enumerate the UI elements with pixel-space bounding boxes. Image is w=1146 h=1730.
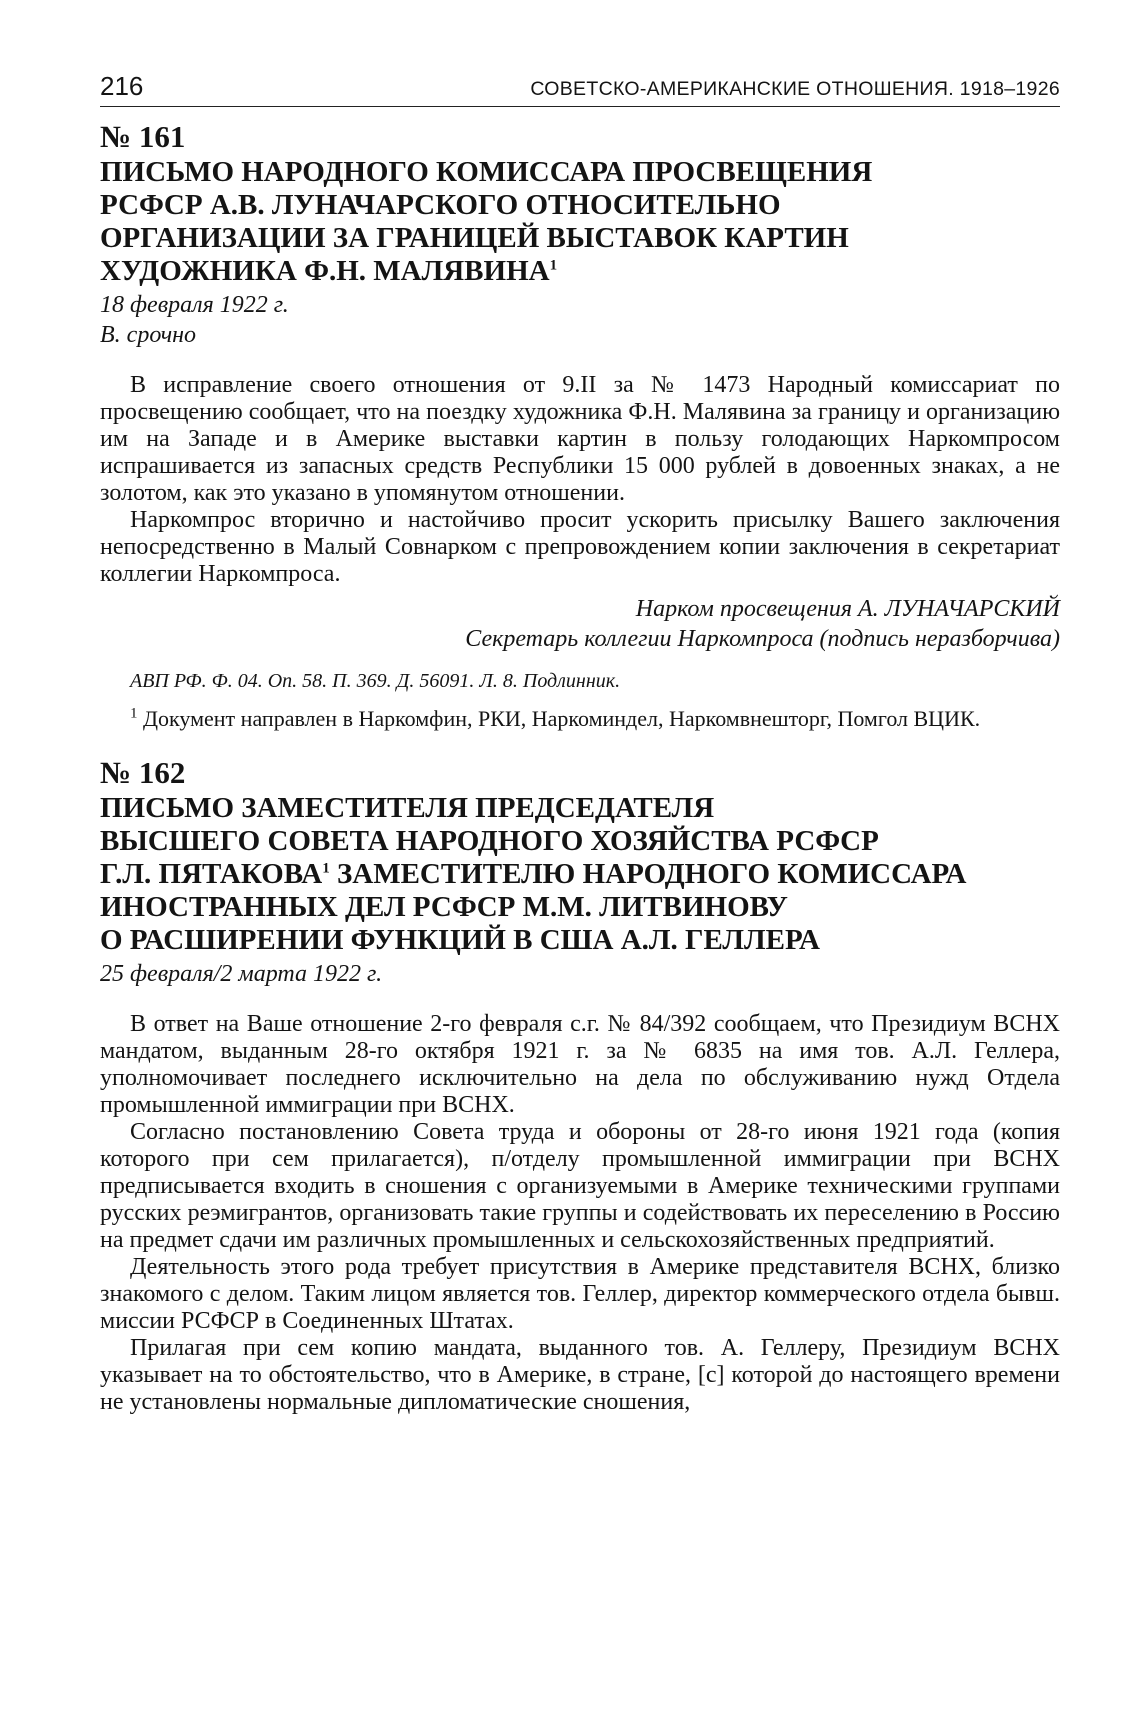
doc-161-title-line: РСФСР А.В. ЛУНАЧАРСКОГО ОТНОСИТЕЛЬНО [100,189,781,221]
doc-162-paragraph: В ответ на Ваше отношение 2-го февраля с.г. № 84/392 сообщаем, что Президиум ВСНХ мандатом, выданным 28-го октября 1921 г. за № 6835 на имя тов. А.Л. Геллера, уполномочивает последнего исключительно на дела по обслуживанию нужд Отдела промышленной иммиграции при ВСНХ. [100,1011,1060,1118]
doc-162-title-line [100,858,1060,891]
doc-161-paragraph: В исправление своего отношения от 9.II за № 1473 Народный комиссариат по просвещению сообщает, что на поездку художника Ф.Н. Малявина за границу и организацию им на Западе и в Америке выставки картин в пользу голодающих Наркомпросом испрашивается из запасных средств Республики 15 000 рублей в довоенных знаках, а не золотом, как это указано в упомянутом отношении. [100,372,1060,506]
page-number: 216 [100,71,144,101]
doc-161-title-line-text: ХУДОЖНИКА Ф.Н. МАЛЯВИНА [100,255,550,287]
page-content [100,118,1060,1416]
doc-161-archive-reference: АВП РФ. Ф. 04. Оп. 58. П. 369. Д. 56091. Л. 8. Подлинник. [130,670,621,692]
doc-162-title-line: О РАСШИРЕНИИ ФУНКЦИЙ В США А.Л. ГЕЛЛЕРА [100,924,820,956]
doc-161-title-line: ПИСЬМО НАРОДНОГО КОМИССАРА ПРОСВЕЩЕНИЯ [100,156,873,188]
doc-162-number: № 162 [100,755,186,790]
doc-162-footnote-mark: 1 [322,860,330,877]
doc-161-title-line: ОРГАНИЗАЦИИ ЗА ГРАНИЦЕЙ ВЫСТАВОК КАРТИН [100,222,849,254]
doc-162-paragraph: Деятельность этого рода требует присутствия в Америке представителя ВСНХ, близко знакомого с делом. Таким лицом является тов. Геллер, директор коммерческого отдела бывш. миссии РСФСР в Соединенных Штатах. [100,1254,1060,1334]
doc-161-urgency: В. срочно [100,322,197,348]
doc-162-paragraph: Согласно постановлению Совета труда и обороны от 28-го июня 1921 года (копия которого при сем прилагается), п/отделу промышленной иммиграции при ВСНХ предписывается входить в сношения с организуемыми в Америке техническими группами русских реэмигрантов, организовать такие группы и содействовать их переселению в Россию на предмет сдачи им различных промышленных и сельскохозяйственных предприятий. [100,1119,1060,1253]
doc-162-date: 25 февраля/2 марта 1922 г. [100,961,383,987]
doc-161-signature: Нарком просвещения А. ЛУНАЧАРСКИЙ [635,596,1060,622]
doc-161-paragraph: Наркомпрос вторично и настойчиво просит ускорить присылку Вашего заключения непосредственно в Малый Совнарком с препровождением копии заключения в секретариат коллегии Наркомпроса. [100,507,1060,587]
doc-162-paragraph: Прилагая при сем копию мандата, выданного тов. А. Геллеру, Президиум ВСНХ указывает на то обстоятельство, что в Америке, в стране, [с] которой до настоящего времени не установлены нормальные дипломатические сношения, [100,1335,1060,1415]
doc-162-title-line: ИНОСТРАННЫХ ДЕЛ РСФСР М.М. ЛИТВИНОВУ [100,891,788,923]
running-title: СОВЕТСКО-АМЕРИКАНСКИЕ ОТНОШЕНИЯ. 1918–1926 [530,78,1060,100]
doc-161-signature: Секретарь коллегии Наркомпроса (подпись неразборчива) [465,626,1060,652]
doc-161-number: № 161 [100,119,186,154]
doc-161-title-line [100,255,1060,288]
doc-161-date: 18 февраля 1922 г. [100,292,289,318]
doc-162-title-line-text: Г.Л. ПЯТАКОВА [100,858,323,890]
doc-162-title-line: ВЫСШЕГО СОВЕТА НАРОДНОГО ХОЗЯЙСТВА РСФСР [100,825,879,857]
doc-161-title [100,156,1060,288]
doc-162-title-line-text: ЗАМЕСТИТЕЛЮ НАРОДНОГО КОМИССАРА [336,858,967,890]
doc-162-title-line: ПИСЬМО ЗАМЕСТИТЕЛЯ ПРЕДСЕДАТЕЛЯ [100,792,715,824]
running-header [100,68,1060,107]
doc-162-title [100,792,1060,957]
doc-161-footnote [100,706,1060,732]
doc-161-footnote-mark: 1 [549,257,558,274]
doc-161-footnote-number: 1 [130,705,138,722]
doc-161-footnote-text: Документ направлен в Наркомфин, РКИ, Наркоминдел, Наркомвнешторг, Помгол ВЦИК. [143,706,981,731]
